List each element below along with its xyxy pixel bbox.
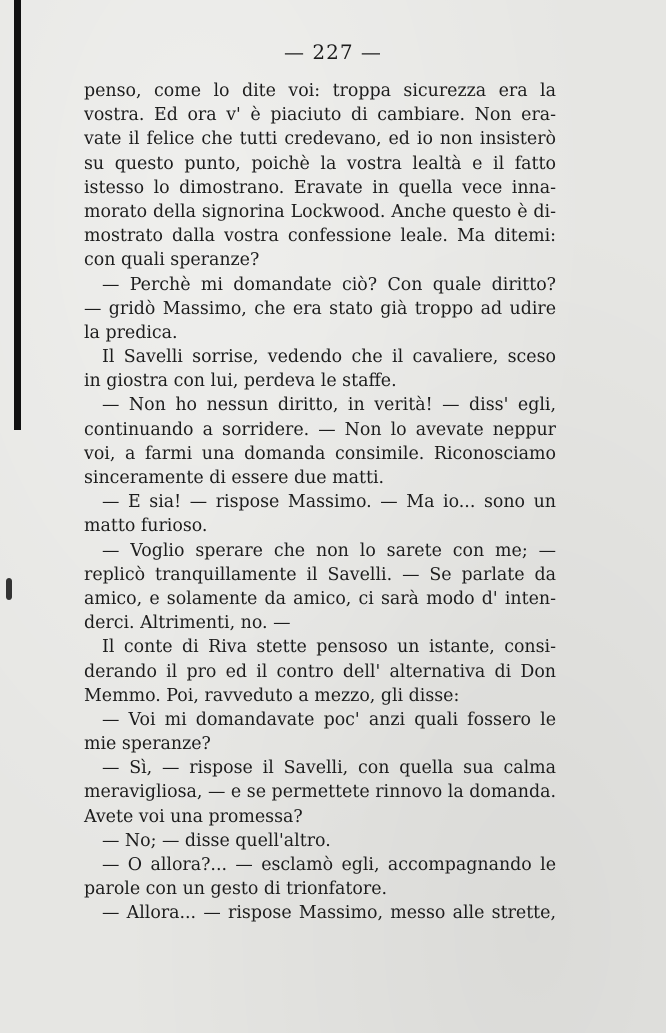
text-line: su questo punto, poichè la vostra lealtà e il fatto	[84, 153, 556, 174]
text-line: vostra. Ed ora v' è piaciuto di cambiare. Non era-	[84, 105, 556, 126]
text-line: — gridò Massimo, che era stato già troppo ad udire	[84, 298, 556, 319]
text-line: istesso lo dimostrano. Eravate in quella vece inna-	[84, 177, 556, 198]
text-line: — Non ho nessun diritto, in verità! — diss' egli,	[102, 395, 556, 416]
text-line: Il Savelli sorrise, vedendo che il cavaliere, sceso	[102, 347, 556, 368]
text-line: sinceramente di essere due matti.	[84, 468, 385, 488]
text-line: — Allora... — rispose Massimo, messo alle strette,	[102, 903, 556, 924]
text-line: — Voi mi domandavate poc' anzi quali fossero le	[102, 709, 556, 730]
text-line: voi, a farmi una domanda consimile. Riconosciamo	[84, 443, 556, 464]
text-line: Il conte di Riva stette pensoso un istante, consi-	[102, 637, 556, 658]
text-line: derci. Altrimenti, no. —	[84, 613, 291, 634]
text-line: matto furioso.	[84, 516, 208, 537]
text-line: mostrato dalla vostra confessione leale. Ma ditemi:	[84, 226, 556, 247]
text-line: penso, come lo dite voi: troppa sicurezza era la	[84, 81, 556, 101]
text-line: Avete voi una promessa?	[84, 806, 303, 827]
text-line: — No; — disse quell'altro.	[102, 830, 331, 851]
text-line: — Voglio sperare che non lo sarete con me; —	[102, 540, 556, 561]
text-line: vate il felice che tutti credevano, ed io non insisterò	[84, 129, 556, 150]
binding-shadow	[14, 0, 21, 430]
text-line: — E sia! — rispose Massimo. — Ma io... sono un	[102, 492, 556, 513]
text-line: — Perchè mi domandate ciò? Con quale diritto?	[102, 274, 556, 295]
page-number: — 227 —	[284, 40, 382, 64]
text-line: con quali speranze?	[84, 250, 260, 271]
text-line: mie speranze?	[84, 734, 211, 755]
text-line: — Sì, — rispose il Savelli, con quella sua calma	[102, 758, 556, 779]
text-line: continuando a sorridere. — Non lo avevate neppur	[84, 419, 556, 440]
text-line: — O allora?... — esclamò egli, accompagnando le	[102, 855, 556, 875]
text-line: derando il pro ed il contro dell' alternativa di Don	[84, 661, 556, 682]
body-text	[84, 79, 556, 926]
text-line: morato della signorina Lockwood. Anche questo è di-	[84, 201, 556, 222]
text-line: in giostra con lui, perdeva le staffe.	[84, 371, 397, 392]
text-line: replicò tranquillamente il Savelli. — Se parlate da	[84, 564, 556, 585]
text-line: la predica.	[84, 322, 178, 343]
text-line: meravigliosa, — e se permettete rinnovo la domanda.	[84, 782, 556, 803]
binding-mark	[6, 578, 12, 600]
text-line: Memmo. Poi, ravveduto a mezzo, gli disse:	[84, 685, 460, 706]
text-line: amico, e solamente da amico, ci sarà modo d' inten-	[84, 588, 556, 609]
text-line: parole con un gesto di trionfatore.	[84, 879, 388, 900]
